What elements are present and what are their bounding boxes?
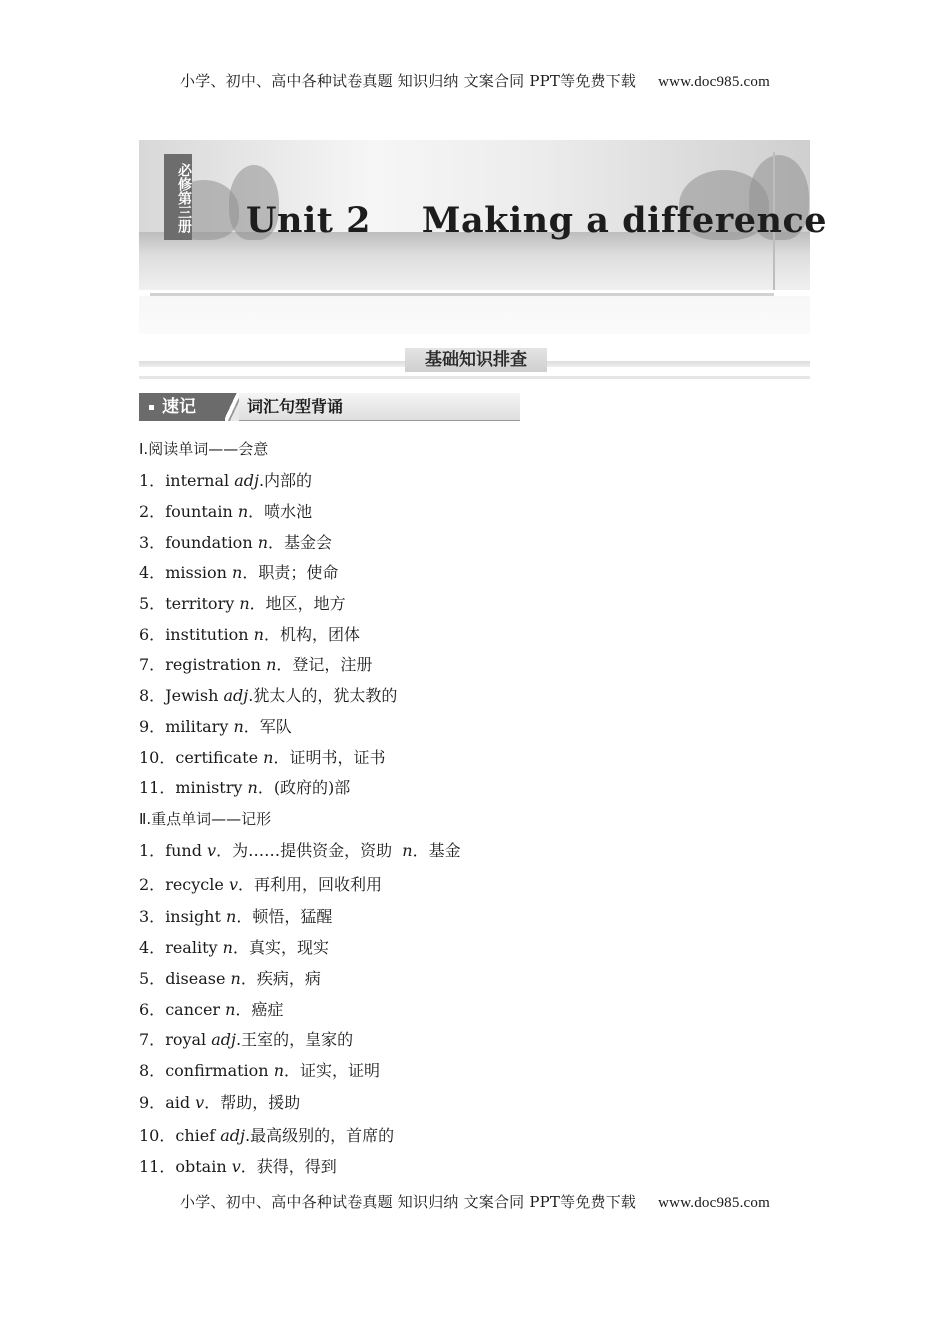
list-item: 11．obtain v．获得，得到 xyxy=(139,1157,337,1176)
list-item: 9．aid v．帮助，援助 xyxy=(139,1093,301,1112)
list-item: 1．internal adj.内部的 xyxy=(139,471,313,490)
header-site[interactable]: www.doc985.com xyxy=(658,74,770,90)
list-item: 5．disease n．疾病，病 xyxy=(139,969,321,988)
list-item: 4．reality n．真实，现实 xyxy=(139,938,329,957)
list-item: 10．certificate n．证明书，证书 xyxy=(139,748,386,767)
list-item: 9．military n．军队 xyxy=(139,717,292,736)
page-header xyxy=(0,70,950,91)
list-item: 3．foundation n．基金会 xyxy=(139,533,333,552)
list-item: 5．territory n．地区，地方 xyxy=(139,594,346,613)
list-item: 3．insight n．顿悟，猛醒 xyxy=(139,907,333,926)
part2-heading: Ⅱ.重点单词——记形 xyxy=(139,810,272,828)
section-title: 基础知识排查 xyxy=(405,348,547,372)
list-item: 10．chief adj.最高级别的，首席的 xyxy=(139,1126,395,1145)
list-item: 6．institution n．机构，团体 xyxy=(139,625,360,644)
unit-title: Unit 2 Making a difference xyxy=(246,200,828,241)
subheader xyxy=(139,393,520,421)
subheader-title: 词汇句型背诵 xyxy=(239,393,520,421)
list-item: 4．mission n．职责；使命 xyxy=(139,563,339,582)
header-text: 小学、初中、高中各种试卷真题 知识归纳 文案合同 PPT等免费下载 xyxy=(180,72,637,90)
list-item: 1．fund v．为……提供资金，资助 n．基金 xyxy=(139,841,461,860)
list-item: 2．recycle v．再利用，回收利用 xyxy=(139,875,382,894)
list-item: 7．registration n．登记，注册 xyxy=(139,655,373,674)
part1-heading: Ⅰ.阅读单词——会意 xyxy=(139,440,269,458)
volume-tag: 必修第三册 xyxy=(164,154,192,240)
list-item: 2．fountain n．喷水池 xyxy=(139,502,313,521)
footer-site[interactable]: www.doc985.com xyxy=(658,1195,770,1211)
list-item: 7．royal adj.王室的，皇家的 xyxy=(139,1030,354,1049)
footer-text: 小学、初中、高中各种试卷真题 知识归纳 文案合同 PPT等免费下载 xyxy=(180,1193,637,1211)
list-item: 6．cancer n．癌症 xyxy=(139,1000,284,1019)
page-footer xyxy=(0,1191,950,1212)
section-bar xyxy=(139,351,810,375)
list-item: 8．confirmation n．证实，证明 xyxy=(139,1061,381,1080)
list-item: 11．ministry n．(政府的)部 xyxy=(139,778,351,797)
bullet-icon xyxy=(149,405,154,410)
list-item: 8．Jewish adj.犹太人的，犹太教的 xyxy=(139,686,398,705)
subheader-tag: 速记 xyxy=(139,393,231,421)
